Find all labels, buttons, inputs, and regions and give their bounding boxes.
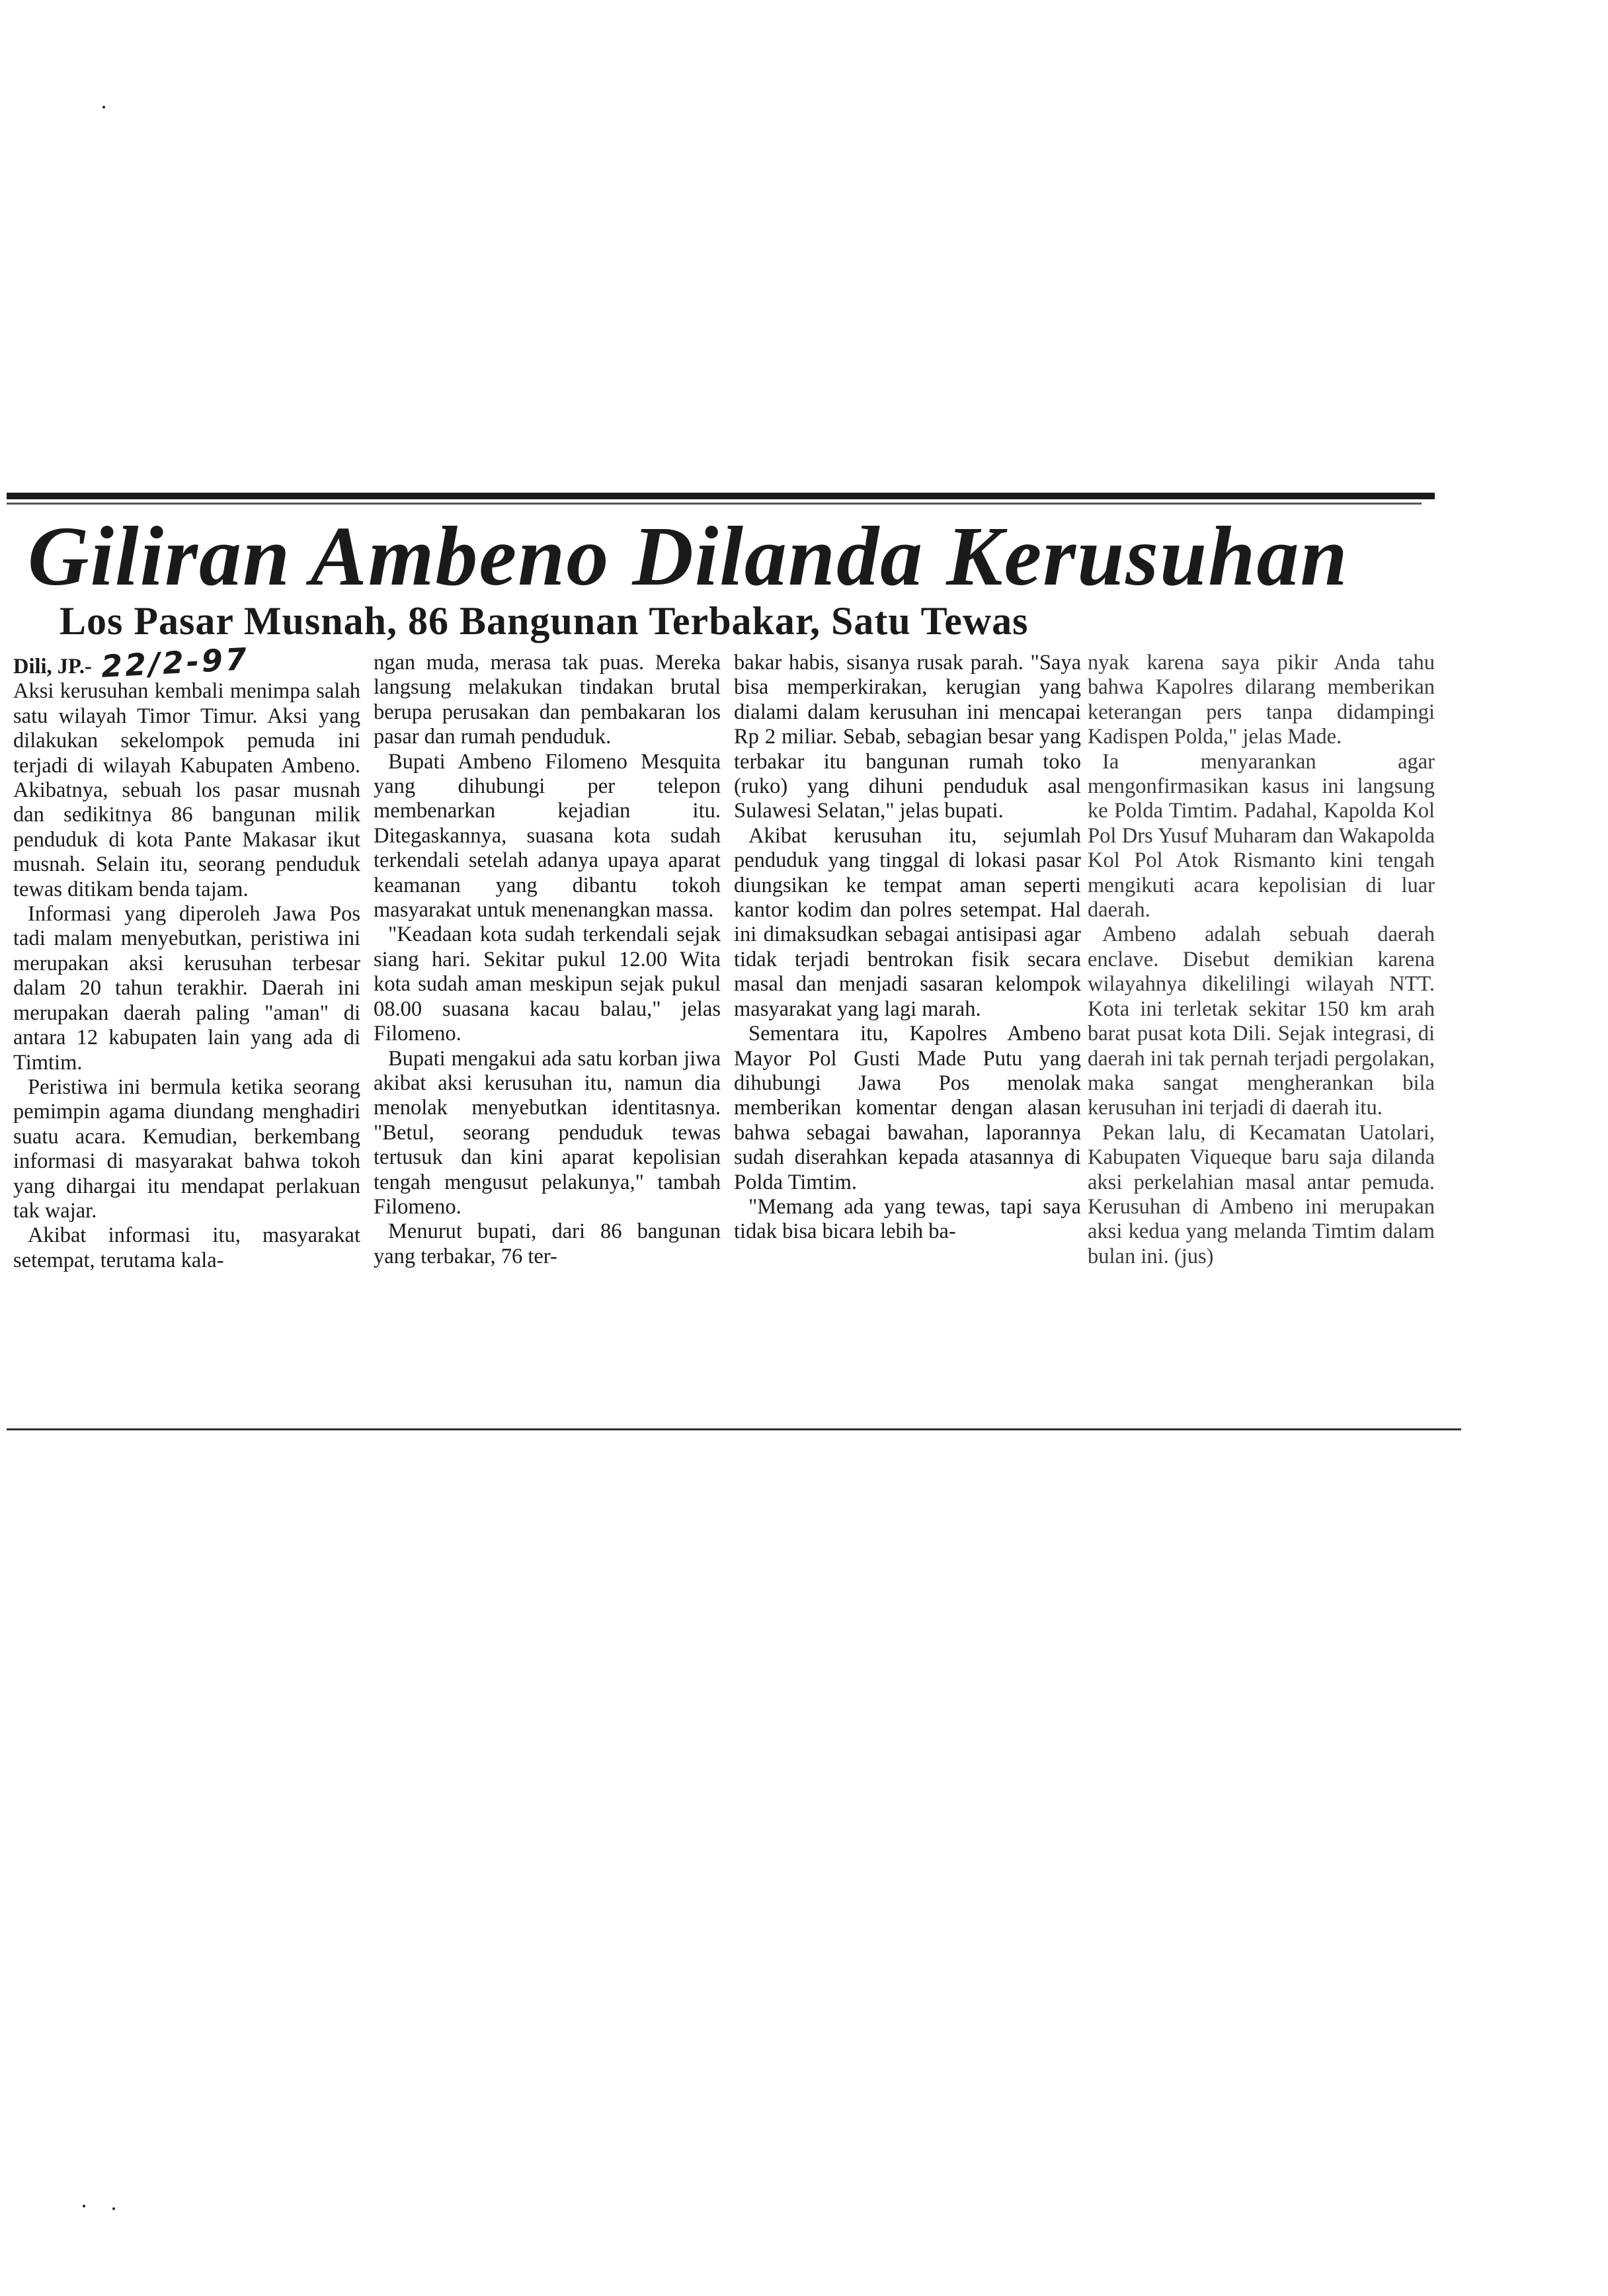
paragraph: Akibat informasi itu, masyarakat setempat, terutama kala-: [13, 1223, 360, 1272]
paragraph: Informasi yang diperoleh Jawa Pos tadi malam menyebutkan, peristiwa ini merupakan aksi kerusuhan terbesar dalam 20 tahun terakhir. Daerah ini merupakan daerah paling "aman" di antara 12 kabupaten lain yang ada di Timtim.: [13, 902, 360, 1075]
paragraph: [13, 641, 360, 902]
column-2: [374, 651, 721, 1269]
paragraph: Bupati Ambeno Filomeno Mesquita yang dihubungi per telepon membenarkan kejadian itu. Ditegaskannya, suasana kota sudah terkendali setelah adanya upaya aparat keamanan yang dibantu tokoh masyarakat untuk menenangkan massa.: [374, 749, 721, 922]
scan-speck: [83, 2205, 85, 2207]
paragraph: Ambeno adalah sebuah daerah enclave. Disebut demikian karena wilayahnya dikelilingi wilayah NTT. Kota ini terletak sekitar 150 km arah barat pusat kota Dili. Sejak integrasi, di daerah ini tak pernah terjadi pergolakan, maka sangat mengherankan bila kerusuhan ini terjadi di daerah itu.: [1088, 922, 1435, 1120]
paragraph: Akibat kerusuhan itu, sejumlah penduduk yang tinggal di lokasi pasar diungsikan ke tempat aman seperti kantor kodim dan polres setempat. Hal ini dimaksudkan sebagai antisipasi agar tidak terjadi bentrokan fisik secara masal dan menjadi sasaran kelompok masyarakat yang lagi marah.: [734, 823, 1081, 1021]
paragraph: Pekan lalu, di Kecamatan Uatolari, Kabupaten Viqueque baru saja dilanda aksi perkelahian masal antar pemuda. Kerusuhan di Ambeno ini merupakan aksi kedua yang melanda Timtim dalam bulan ini. (jus): [1088, 1120, 1435, 1268]
paragraph: Sementara itu, Kapolres Ambeno Mayor Pol Gusti Made Putu yang dihubungi Jawa Pos menolak memberikan komentar dengan alasan bahwa sebagai bawahan, laporannya sudah diserahkan kepada atasannya di Polda Timtim.: [734, 1022, 1081, 1194]
top-rule-thin: [7, 503, 1422, 505]
headline: Giliran Ambeno Dilanda Kerusuhan: [28, 509, 1349, 603]
subheadline: Los Pasar Musnah, 86 Bangunan Terbakar, Satu Tewas: [60, 599, 1029, 643]
scan-speck: [102, 106, 105, 108]
paragraph: Bupati mengakui ada satu korban jiwa akibat aksi kerusuhan itu, namun dia menolak menyebutkan identitasnya. "Betul, seorang penduduk tewas tertusuk dan kini aparat kepolisian tengah mengusut pelakunya," tambah Filomeno.: [374, 1046, 721, 1219]
scan-speck: [112, 2207, 115, 2210]
article-columns: [13, 641, 1441, 1431]
top-rule: [7, 493, 1435, 499]
handwritten-date: 22/2-97: [100, 641, 251, 684]
paragraph: "Keadaan kota sudah terkendali sejak siang hari. Sekitar pukul 12.00 Wita kota sudah aman meskipun sejak pukul 08.00 suasana kacau balau," jelas Filomeno.: [374, 922, 721, 1046]
column-3: [734, 651, 1081, 1245]
paragraph: Ia menyarankan agar mengonfirmasikan kasus ini langsung ke Polda Timtim. Padahal, Kapolda Kol Pol Drs Yusuf Muharam dan Wakapolda Kol Pol Atok Rismanto kini tengah mengikuti acara kepolisian di luar daerah.: [1088, 749, 1435, 922]
paragraph-text: Aksi kerusuhan kembali menimpa salah satu wilayah Timor Timur. Aksi yang dilakukan sekelompok pemuda ini terjadi di wilayah Kabupaten Ambeno. Akibatnya, sebuah los pasar musnah dan sedikitnya 86 bangunan milik penduduk di kota Pante Makasar ikut musnah. Selain itu, seorang penduduk tewas ditikam benda tajam.: [13, 679, 360, 901]
column-1: [13, 641, 360, 1273]
paragraph: nyak karena saya pikir Anda tahu bahwa Kapolres dilarang memberikan keterangan pers tanpa didampingi Kadispen Polda," jelas Made.: [1088, 651, 1435, 749]
paragraph: ngan muda, merasa tak puas. Mereka langsung melakukan tindakan brutal berupa perusakan dan pembakaran los pasar dan rumah penduduk.: [374, 651, 721, 749]
paragraph: bakar habis, sisanya rusak parah. "Saya bisa memperkirakan, kerugian yang dialami dalam kerusuhan ini mencapai Rp 2 miliar. Sebab, sebagian besar yang terbakar itu bangunan rumah toko (ruko) yang dihuni penduduk asal Sulawesi Selatan," jelas bupati.: [734, 651, 1081, 823]
dateline: Dili, JP.-: [13, 655, 92, 678]
paragraph: "Memang ada yang tewas, tapi saya tidak bisa bicara lebih ba-: [734, 1194, 1081, 1244]
bottom-rule: [7, 1428, 1461, 1430]
paragraph: Peristiwa ini bermula ketika seorang pemimpin agama diundang menghadiri suatu acara. Kemudian, berkembang informasi di masyarakat bahwa tokoh yang dihargai itu mendapat perlakuan tak wajar.: [13, 1075, 360, 1223]
paragraph: Menurut bupati, dari 86 bangunan yang terbakar, 76 ter-: [374, 1219, 721, 1268]
column-4: [1088, 651, 1435, 1269]
